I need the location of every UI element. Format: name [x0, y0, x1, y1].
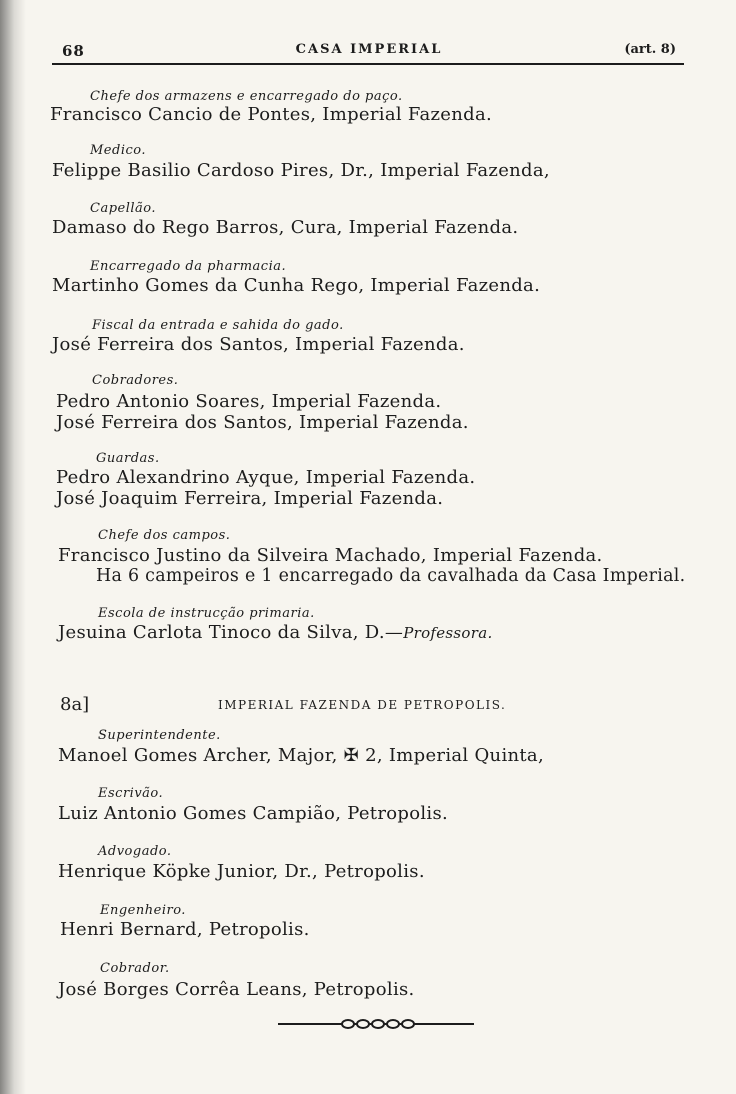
role-label: Medico. [90, 143, 146, 158]
section-heading [60, 694, 530, 716]
role-label: Capellão. [90, 201, 157, 216]
name-entry: Manoel Gomes Archer, Major, ✠ 2, Imperial Quinta, [58, 745, 544, 766]
role-label: Escrivão. [98, 786, 164, 801]
page-number: 68 [62, 42, 85, 60]
role-label: Chefe dos armazens e encarregado do paço. [90, 89, 403, 104]
note-entry: Ha 6 campeiros e 1 encarregado da cavalhada da Casa Imperial. [96, 566, 686, 586]
name-entry: Luiz Antonio Gomes Campião, Petropolis. [58, 803, 448, 824]
section-number: 8a] [60, 694, 90, 715]
name-entry: Pedro Alexandrino Ayque, Imperial Fazenda. [56, 467, 476, 488]
name-entry: José Borges Corrêa Leans, Petropolis. [58, 979, 415, 1000]
role-label: Superintendente. [98, 728, 221, 743]
role-label: Advogado. [98, 844, 172, 859]
running-title: CASA IMPERIAL [295, 42, 443, 57]
role-label: Cobradores. [92, 373, 179, 388]
section-title: IMPERIAL FAZENDA DE PETROPOLIS. [218, 698, 507, 712]
article-reference: (art. 8) [624, 42, 676, 57]
header-rule [52, 63, 684, 65]
name-entry: Francisco Cancio de Pontes, Imperial Fazenda. [50, 104, 493, 125]
name-entry [58, 622, 493, 643]
scanned-page-edge [0, 0, 26, 1094]
role-label: Chefe dos campos. [98, 528, 231, 543]
name-entry: Damaso do Rego Barros, Cura, Imperial Fazenda. [52, 217, 519, 238]
role-label: Encarregado da pharmacia. [90, 259, 287, 274]
role-label: Engenheiro. [100, 903, 186, 918]
name-text: Jesuina Carlota Tinoco da Silva, D.— [58, 622, 404, 643]
name-entry: Martinho Gomes da Cunha Rego, Imperial Fazenda. [52, 275, 541, 296]
role-label: Escola de instrucção primaria. [98, 606, 315, 621]
name-entry: Felippe Basilio Cardoso Pires, Dr., Imperial Fazenda, [52, 160, 550, 181]
ornament-divider-icon [278, 1015, 474, 1033]
role-label: Fiscal da entrada e sahida do gado. [92, 318, 344, 333]
name-entry: Pedro Antonio Soares, Imperial Fazenda. [56, 391, 442, 412]
name-entry: Francisco Justino da Silveira Machado, Imperial Fazenda. [58, 545, 603, 566]
name-entry: José Joaquim Ferreira, Imperial Fazenda. [56, 488, 444, 509]
name-entry: Henrique Köpke Junior, Dr., Petropolis. [58, 861, 425, 882]
name-entry: José Ferreira dos Santos, Imperial Fazenda. [52, 334, 465, 355]
role-label: Cobrador. [100, 961, 170, 976]
title-suffix: Professora. [403, 624, 493, 642]
running-header [58, 40, 680, 62]
name-entry: José Ferreira dos Santos, Imperial Fazenda. [56, 412, 469, 433]
name-entry: Henri Bernard, Petropolis. [60, 919, 310, 940]
role-label: Guardas. [96, 451, 160, 466]
